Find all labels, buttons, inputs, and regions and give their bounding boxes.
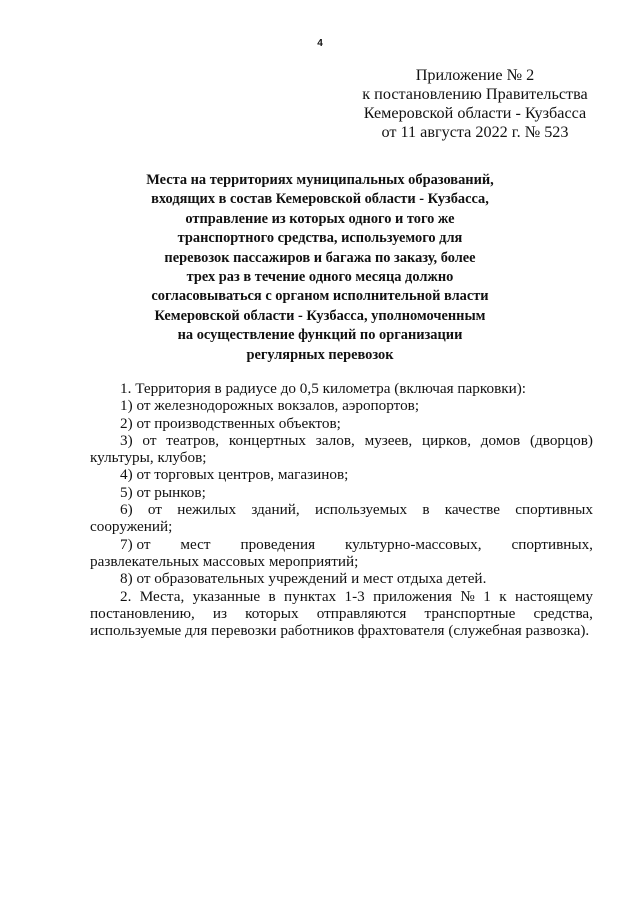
sub-item-5: 5) от рынков; (120, 483, 206, 501)
title-line: трех раз в течение одного месяца должно (186, 269, 454, 286)
sub-item-4: 4) от торговых центров, магазинов; (120, 466, 349, 484)
item-2-line-1 (90, 588, 593, 605)
sub-item-3-line-2: культуры, клубов; (90, 449, 207, 467)
item-1-intro: 1. Территория в радиусе до 0,5 километра (включая парковки): (120, 380, 527, 397)
word: пунктах (283, 587, 337, 605)
word: 1 (483, 587, 491, 605)
word: спортивных (515, 501, 593, 519)
title-line: согласовываться с органом исполнительной власти (151, 288, 489, 305)
word: от (147, 501, 162, 519)
word: средства, (533, 604, 593, 622)
title-line: перевозок пассажиров и багажа по заказу, более (164, 249, 476, 266)
word: Места, (139, 587, 185, 605)
appendix-region: Кемеровской области - Кузбасса (363, 104, 587, 122)
item-2-line-2 (90, 605, 593, 622)
word: № (460, 587, 475, 605)
word: 1-3 (344, 587, 365, 605)
word: спортивных, (511, 535, 593, 553)
word: отправляются (316, 604, 407, 622)
sub-item-7-line-2: развлекательных массовых мероприятий; (90, 552, 359, 570)
title-line: входящих в состав Кемеровской области - Кузбасса, (151, 191, 489, 208)
appendix-reference: к постановлению Правительства (362, 85, 588, 103)
word: используемых (314, 501, 408, 519)
word: указанные (192, 587, 261, 605)
title-line: Кемеровской области - Кузбасса, уполномоченным (154, 307, 486, 324)
word: проведения (240, 535, 316, 553)
word: цирков, (422, 431, 472, 449)
word: постановлению, (90, 604, 195, 622)
word: приложения (373, 587, 453, 605)
word: транспортные (424, 604, 516, 622)
sub-item-8: 8) от образовательных учреждений и мест отдыха детей. (120, 570, 487, 588)
title-line: Места на территориях муниципальных образований, (146, 172, 494, 188)
word: к (499, 587, 507, 605)
word: нежилых (177, 501, 237, 519)
word: качестве (444, 501, 500, 519)
document-body (90, 380, 593, 639)
appendix-header (360, 66, 590, 142)
title-line: отправление из которых одного и того же (185, 210, 455, 227)
word: которых (245, 604, 299, 622)
word: культурно-массовых, (345, 535, 482, 553)
appendix-number: Приложение № 2 (415, 66, 535, 84)
word: 2. (120, 587, 132, 605)
word: концертных (228, 431, 307, 449)
word: мест (180, 535, 211, 553)
appendix-date: от 11 августа 2022 г. № 523 (381, 123, 569, 141)
sub-item-7-line-1 (90, 536, 593, 553)
word: залов, (315, 431, 355, 449)
title-line: транспортного средства, используемого для (177, 230, 463, 247)
sub-item-6-line-2: сооружений; (90, 518, 173, 536)
word: домов (480, 431, 521, 449)
word: 6) (120, 501, 133, 519)
word: из (212, 604, 228, 622)
word: в (422, 501, 430, 519)
sub-item-6-line-1 (90, 501, 593, 518)
word: музеев, (364, 431, 413, 449)
sub-item-2: 2) от производственных объектов; (120, 414, 341, 432)
word: театров, (166, 431, 220, 449)
sub-item-1: 1) от железнодорожных вокзалов, аэропортов; (120, 397, 420, 415)
item-2-line-3: используемые для перевозки работников фрахтователя (служебная развозка). (90, 622, 590, 640)
word: 7) от (120, 535, 151, 553)
page-number: 4 (317, 38, 323, 49)
word: (дворцов) (529, 431, 593, 449)
word: 3) (120, 431, 133, 449)
word: настоящему (514, 587, 593, 605)
word: от (142, 431, 157, 449)
title-line: на осуществление функций по организации (177, 327, 463, 344)
sub-item-3-line-1 (90, 432, 593, 449)
word: зданий, (251, 501, 300, 519)
title-line: регулярных перевозок (246, 346, 394, 363)
word: в (268, 587, 276, 605)
document-title (120, 171, 520, 365)
